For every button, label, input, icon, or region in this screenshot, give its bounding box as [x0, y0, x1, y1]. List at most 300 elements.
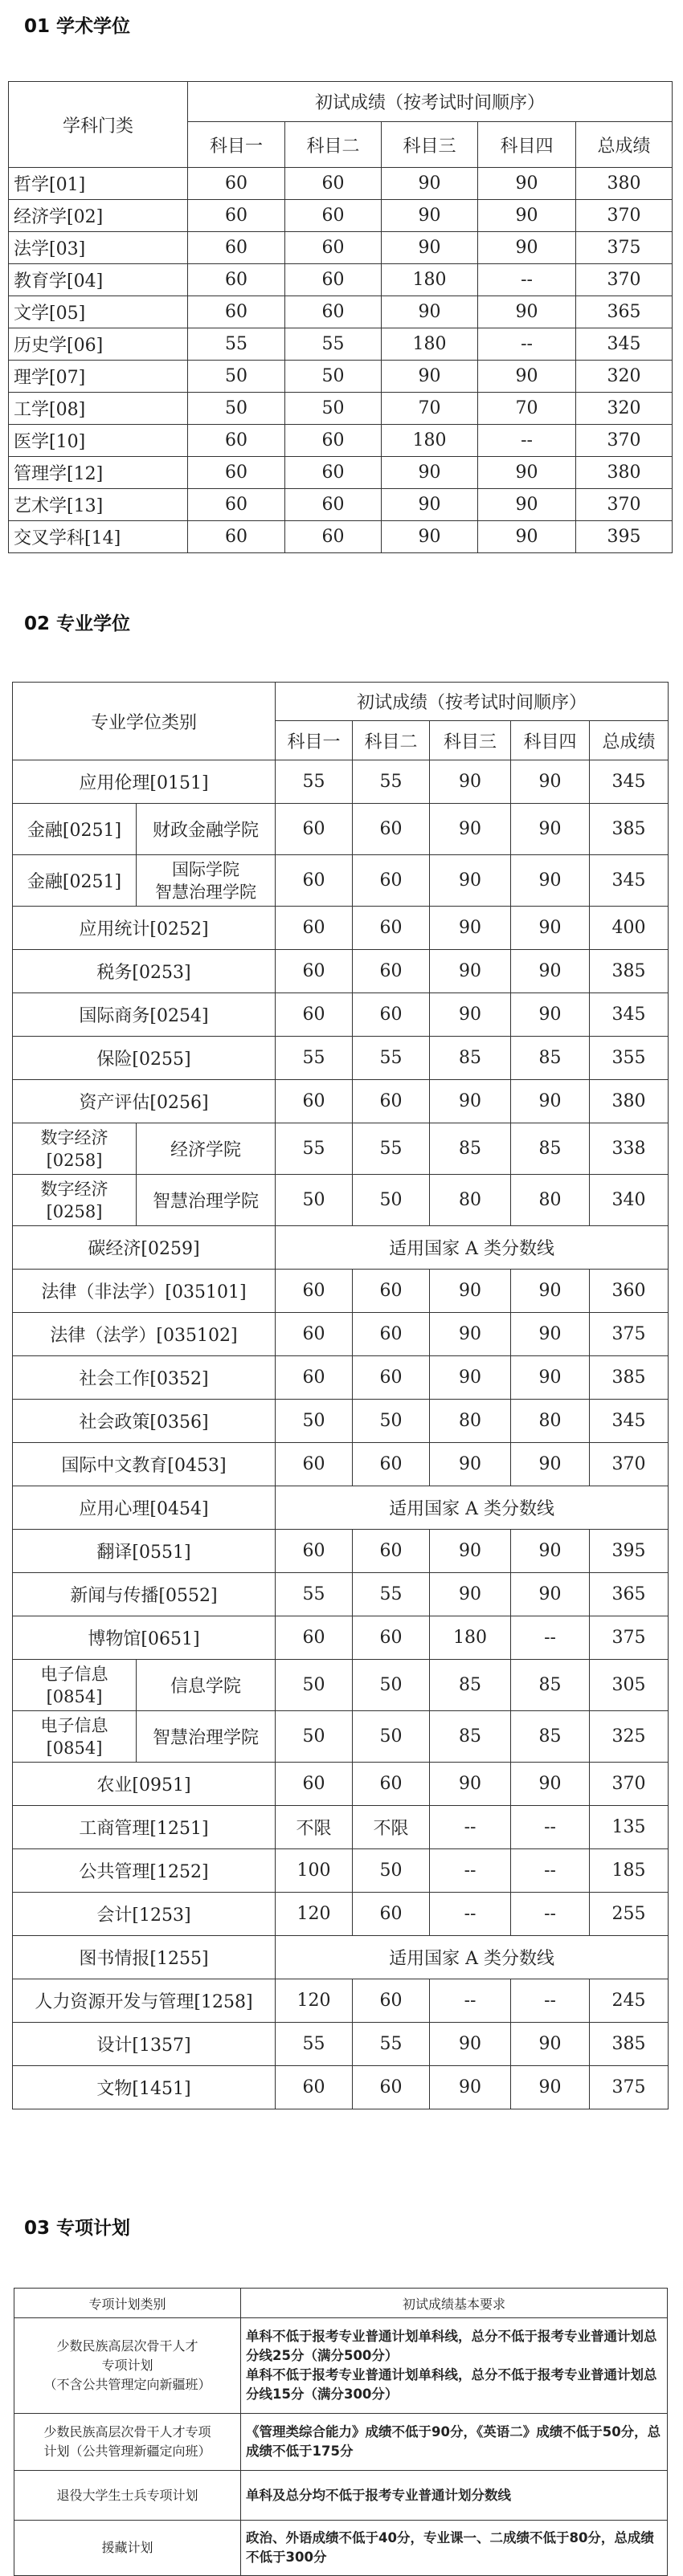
score-cell: 85	[430, 1660, 511, 1711]
note-cell: 适用国家 A 类分数线	[276, 1936, 669, 1979]
column-header: 科目二	[285, 122, 382, 168]
score-cell: 55	[353, 1123, 430, 1175]
score-cell: 345	[590, 993, 669, 1037]
score-cell: 385	[590, 1356, 669, 1400]
score-cell: 60	[276, 950, 353, 993]
header-score-group: 初试成绩（按考试时间顺序）	[276, 683, 669, 721]
score-cell: --	[478, 425, 576, 457]
discipline-cell: 文学[05]	[9, 296, 188, 328]
score-cell: --	[478, 264, 576, 296]
score-cell: 375	[590, 1616, 669, 1660]
academic-score-table	[8, 81, 673, 553]
score-cell: 90	[511, 1573, 590, 1616]
discipline-cell: 交叉学科[14]	[9, 521, 188, 553]
score-cell: 60	[276, 1616, 353, 1660]
score-cell: 85	[511, 1123, 590, 1175]
score-cell: 355	[590, 1037, 669, 1080]
score-cell: 90	[511, 804, 590, 855]
score-cell: 90	[511, 993, 590, 1037]
table-row	[9, 393, 673, 425]
score-cell: 55	[353, 1037, 430, 1080]
score-cell: 55	[276, 2023, 353, 2066]
score-cell: 370	[590, 1443, 669, 1486]
score-cell: 85	[430, 1711, 511, 1763]
score-cell: 360	[590, 1270, 669, 1313]
degree-category-cell: 博物馆[0651]	[13, 1616, 276, 1660]
header-score-group: 初试成绩（按考试时间顺序）	[188, 82, 673, 122]
note-cell: 适用国家 A 类分数线	[276, 1486, 669, 1530]
table-row	[9, 425, 673, 457]
score-cell: 50	[276, 1711, 353, 1763]
degree-category-cell: 应用伦理[0151]	[13, 760, 276, 804]
score-cell: 90	[478, 457, 576, 489]
score-cell: 55	[276, 1037, 353, 1080]
table-row	[13, 1037, 669, 1080]
score-cell: 60	[188, 232, 285, 264]
score-cell: 70	[382, 393, 478, 425]
score-cell: 55	[353, 1573, 430, 1616]
score-cell: 90	[478, 361, 576, 393]
discipline-cell: 教育学[04]	[9, 264, 188, 296]
score-cell: --	[511, 1893, 590, 1936]
table-row	[13, 1763, 669, 1806]
degree-category-cell: 数字经济 [0258]	[13, 1123, 137, 1175]
score-cell: 90	[511, 760, 590, 804]
table-row	[13, 1979, 669, 2023]
score-cell: 60	[285, 489, 382, 521]
note-cell: 适用国家 A 类分数线	[276, 1226, 669, 1270]
score-cell: 不限	[276, 1806, 353, 1849]
score-cell: 60	[276, 2066, 353, 2109]
score-cell: 90	[478, 489, 576, 521]
score-cell: 85	[430, 1123, 511, 1175]
score-cell: 380	[590, 1080, 669, 1123]
table-row	[13, 1806, 669, 1849]
score-cell: 90	[430, 1270, 511, 1313]
score-cell: 85	[430, 1037, 511, 1080]
score-cell: --	[511, 1849, 590, 1893]
table-row	[13, 2023, 669, 2066]
requirement-cell: 政治、外语成绩不低于40分，专业课一、二成绩不低于80分，总成绩不低于300分	[241, 2521, 668, 2576]
score-cell: 90	[430, 1530, 511, 1573]
school-cell: 经济学院	[137, 1123, 276, 1175]
score-cell: 370	[576, 425, 673, 457]
degree-category-cell: 应用统计[0252]	[13, 907, 276, 950]
score-cell: 90	[511, 1443, 590, 1486]
score-cell: 90	[478, 296, 576, 328]
score-cell: 80	[430, 1175, 511, 1226]
score-cell: 55	[353, 760, 430, 804]
table-row	[13, 1313, 669, 1356]
score-cell: 60	[353, 1763, 430, 1806]
header-plan-category: 专项计划类别	[14, 2289, 241, 2318]
table-row	[9, 200, 673, 232]
score-cell: 365	[576, 296, 673, 328]
header-category: 专业学位类别	[13, 683, 276, 760]
degree-category-cell: 国际中文教育[0453]	[13, 1443, 276, 1486]
score-cell: 90	[382, 296, 478, 328]
professional-score-table	[12, 682, 669, 2109]
score-cell: 90	[511, 950, 590, 993]
score-cell: 120	[276, 1979, 353, 2023]
score-cell: 375	[576, 232, 673, 264]
section-title-academic: 01 学术学位	[24, 16, 131, 37]
score-cell: 380	[576, 457, 673, 489]
score-cell: 180	[382, 425, 478, 457]
table-row	[13, 1486, 669, 1530]
plan-category-cell: 退役大学生士兵专项计划	[14, 2471, 241, 2521]
degree-category-cell: 图书情报[1255]	[13, 1936, 276, 1979]
column-header: 总成绩	[576, 122, 673, 168]
table-row	[13, 804, 669, 855]
score-cell: 60	[353, 1356, 430, 1400]
score-cell: 90	[382, 200, 478, 232]
score-cell: 370	[576, 200, 673, 232]
score-cell: 400	[590, 907, 669, 950]
score-cell: 60	[353, 1616, 430, 1660]
column-header: 科目三	[430, 721, 511, 760]
table-row	[13, 1226, 669, 1270]
degree-category-cell: 社会工作[0352]	[13, 1356, 276, 1400]
score-cell: 90	[430, 2023, 511, 2066]
table-row	[9, 168, 673, 200]
score-cell: 60	[353, 1443, 430, 1486]
score-cell: 60	[276, 1356, 353, 1400]
degree-category-cell: 社会政策[0356]	[13, 1400, 276, 1443]
score-cell: 340	[590, 1175, 669, 1226]
table-row	[13, 1175, 669, 1226]
plan-category-cell: 少数民族高层次骨干人才 专项计划 （不含公共管理定向新疆班）	[14, 2318, 241, 2414]
table-row	[14, 2414, 668, 2471]
discipline-cell: 理学[07]	[9, 361, 188, 393]
score-cell: 60	[276, 907, 353, 950]
discipline-cell: 经济学[02]	[9, 200, 188, 232]
table-row	[13, 1936, 669, 1979]
score-cell: 60	[285, 457, 382, 489]
header-requirement: 初试成绩基本要求	[241, 2289, 668, 2318]
score-cell: 90	[511, 1080, 590, 1123]
score-cell: --	[478, 328, 576, 361]
table-row	[13, 1356, 669, 1400]
degree-category-cell: 金融[0251]	[13, 804, 137, 855]
score-cell: 85	[511, 1711, 590, 1763]
table-row	[13, 1849, 669, 1893]
score-cell: 90	[430, 760, 511, 804]
score-cell: 60	[353, 907, 430, 950]
score-cell: 60	[353, 993, 430, 1037]
score-cell: 385	[590, 2023, 669, 2066]
score-cell: 55	[276, 1573, 353, 1616]
score-cell: 60	[353, 855, 430, 907]
score-cell: 50	[276, 1175, 353, 1226]
requirement-cell: 单科不低于报考专业普通计划单科线，总分不低于报考专业普通计划总分线25分（满分500分） 单科不低于报考专业普通计划单科线，总分不低于报考专业普通计划总分线15分（满分300分）	[241, 2318, 668, 2414]
score-cell: 60	[188, 521, 285, 553]
score-cell: 90	[430, 993, 511, 1037]
score-cell: 60	[285, 264, 382, 296]
score-cell: 90	[430, 1443, 511, 1486]
column-header: 科目一	[188, 122, 285, 168]
score-cell: 60	[276, 855, 353, 907]
score-cell: 90	[511, 1356, 590, 1400]
table-row	[13, 1893, 669, 1936]
score-cell: 不限	[353, 1806, 430, 1849]
score-cell: 345	[590, 1400, 669, 1443]
score-cell: 60	[188, 264, 285, 296]
score-cell: 85	[511, 1037, 590, 1080]
score-cell: 90	[430, 950, 511, 993]
degree-category-cell: 资产评估[0256]	[13, 1080, 276, 1123]
score-cell: 395	[590, 1530, 669, 1573]
table-row	[13, 1616, 669, 1660]
score-cell: 50	[353, 1660, 430, 1711]
score-cell: 55	[188, 328, 285, 361]
score-cell: 365	[590, 1573, 669, 1616]
table-row	[13, 993, 669, 1037]
score-cell: 90	[430, 1573, 511, 1616]
requirement-cell: 单科及总分均不低于报考专业普通计划分数线	[241, 2471, 668, 2521]
score-cell: 50	[353, 1175, 430, 1226]
score-cell: 60	[276, 804, 353, 855]
score-cell: 55	[285, 328, 382, 361]
table-row	[13, 1270, 669, 1313]
discipline-cell: 法学[03]	[9, 232, 188, 264]
discipline-cell: 哲学[01]	[9, 168, 188, 200]
score-cell: --	[511, 1979, 590, 2023]
table-row	[13, 1123, 669, 1175]
degree-category-cell: 设计[1357]	[13, 2023, 276, 2066]
score-cell: 50	[285, 393, 382, 425]
score-cell: 320	[576, 361, 673, 393]
score-cell: 60	[188, 457, 285, 489]
score-cell: 90	[382, 457, 478, 489]
score-cell: 50	[188, 361, 285, 393]
score-cell: 60	[188, 168, 285, 200]
table-row	[14, 2318, 668, 2414]
plan-category-cell: 少数民族高层次骨干人才专项 计划（公共管理新疆定向班）	[14, 2414, 241, 2471]
score-cell: 338	[590, 1123, 669, 1175]
table-row	[9, 457, 673, 489]
score-cell: 345	[590, 760, 669, 804]
score-cell: 50	[353, 1711, 430, 1763]
score-cell: 180	[430, 1616, 511, 1660]
column-header: 科目四	[511, 721, 590, 760]
score-cell: 90	[511, 2023, 590, 2066]
score-cell: 60	[276, 1763, 353, 1806]
score-cell: 50	[188, 393, 285, 425]
table-row	[13, 907, 669, 950]
score-cell: 90	[382, 361, 478, 393]
score-cell: 180	[382, 328, 478, 361]
table-row	[13, 1080, 669, 1123]
score-cell: 185	[590, 1849, 669, 1893]
table-row	[9, 521, 673, 553]
score-cell: 90	[430, 2066, 511, 2109]
table-row	[13, 855, 669, 907]
discipline-cell: 管理学[12]	[9, 457, 188, 489]
score-cell: 90	[478, 232, 576, 264]
score-cell: 90	[478, 200, 576, 232]
score-cell: 395	[576, 521, 673, 553]
score-cell: 90	[430, 1356, 511, 1400]
column-header: 科目一	[276, 721, 353, 760]
score-cell: 60	[276, 1443, 353, 1486]
score-cell: 55	[353, 2023, 430, 2066]
score-cell: 60	[276, 1530, 353, 1573]
score-cell: 60	[276, 1270, 353, 1313]
table-row	[14, 2471, 668, 2521]
score-cell: 100	[276, 1849, 353, 1893]
score-cell: --	[430, 1979, 511, 2023]
degree-category-cell: 碳经济[0259]	[13, 1226, 276, 1270]
score-cell: --	[511, 1616, 590, 1660]
score-cell: 255	[590, 1893, 669, 1936]
requirement-cell: 《管理类综合能力》成绩不低于90分，《英语二》成绩不低于50分，总成绩不低于175分	[241, 2414, 668, 2471]
score-cell: 90	[478, 168, 576, 200]
score-cell: 90	[511, 2066, 590, 2109]
column-header: 科目四	[478, 122, 576, 168]
score-cell: 85	[511, 1660, 590, 1711]
score-cell: 60	[353, 1080, 430, 1123]
score-cell: 60	[285, 200, 382, 232]
score-cell: 90	[511, 1763, 590, 1806]
score-cell: 90	[430, 907, 511, 950]
score-cell: --	[430, 1849, 511, 1893]
score-cell: 60	[188, 489, 285, 521]
table-row	[13, 1530, 669, 1573]
school-cell: 财政金融学院	[137, 804, 276, 855]
degree-category-cell: 翻译[0551]	[13, 1530, 276, 1573]
section-title-special: 03 专项计划	[24, 2218, 131, 2239]
school-cell: 信息学院	[137, 1660, 276, 1711]
column-header: 科目二	[353, 721, 430, 760]
degree-category-cell: 法律（法学）[035102]	[13, 1313, 276, 1356]
column-header: 总成绩	[590, 721, 669, 760]
score-cell: 90	[478, 521, 576, 553]
plan-category-cell: 援藏计划	[14, 2521, 241, 2576]
school-cell: 智慧治理学院	[137, 1175, 276, 1226]
score-cell: 90	[430, 804, 511, 855]
discipline-cell: 艺术学[13]	[9, 489, 188, 521]
degree-category-cell: 电子信息 [0854]	[13, 1711, 137, 1763]
score-cell: 80	[511, 1400, 590, 1443]
score-cell: 60	[353, 1313, 430, 1356]
score-cell: 60	[353, 1270, 430, 1313]
score-cell: 50	[285, 361, 382, 393]
score-cell: 135	[590, 1806, 669, 1849]
score-cell: 55	[276, 1123, 353, 1175]
score-cell: 90	[430, 1313, 511, 1356]
score-cell: --	[430, 1893, 511, 1936]
table-row	[13, 1443, 669, 1486]
score-cell: 90	[511, 1313, 590, 1356]
score-cell: 60	[285, 521, 382, 553]
degree-category-cell: 农业[0951]	[13, 1763, 276, 1806]
score-cell: 60	[276, 993, 353, 1037]
table-row	[9, 489, 673, 521]
score-cell: 305	[590, 1660, 669, 1711]
score-cell: 60	[353, 950, 430, 993]
degree-category-cell: 新闻与传播[0552]	[13, 1573, 276, 1616]
table-row	[13, 1573, 669, 1616]
score-cell: 385	[590, 804, 669, 855]
degree-category-cell: 国际商务[0254]	[13, 993, 276, 1037]
score-cell: 60	[188, 425, 285, 457]
table-row	[13, 760, 669, 804]
score-cell: 60	[188, 200, 285, 232]
degree-category-cell: 会计[1253]	[13, 1893, 276, 1936]
score-cell: 50	[276, 1660, 353, 1711]
degree-category-cell: 电子信息 [0854]	[13, 1660, 137, 1711]
degree-category-cell: 文物[1451]	[13, 2066, 276, 2109]
score-cell: 120	[276, 1893, 353, 1936]
degree-category-cell: 人力资源开发与管理[1258]	[13, 1979, 276, 2023]
discipline-cell: 医学[10]	[9, 425, 188, 457]
score-cell: 50	[353, 1849, 430, 1893]
discipline-cell: 历史学[06]	[9, 328, 188, 361]
score-cell: 245	[590, 1979, 669, 2023]
score-cell: 375	[590, 1313, 669, 1356]
score-cell: 90	[511, 1530, 590, 1573]
score-cell: 90	[382, 168, 478, 200]
discipline-cell: 工学[08]	[9, 393, 188, 425]
score-cell: 60	[285, 232, 382, 264]
score-cell: 90	[382, 521, 478, 553]
score-cell: 90	[430, 1763, 511, 1806]
score-cell: 60	[285, 296, 382, 328]
header-category: 学科门类	[9, 82, 188, 168]
table-row	[14, 2521, 668, 2576]
score-cell: 50	[276, 1400, 353, 1443]
score-cell: 80	[511, 1175, 590, 1226]
table-row	[9, 328, 673, 361]
score-cell: 90	[511, 1270, 590, 1313]
score-cell: 60	[276, 1080, 353, 1123]
score-cell: 320	[576, 393, 673, 425]
section-title-professional: 02 专业学位	[24, 613, 131, 634]
score-cell: 345	[576, 328, 673, 361]
degree-category-cell: 税务[0253]	[13, 950, 276, 993]
score-cell: 370	[590, 1763, 669, 1806]
degree-category-cell: 数字经济 [0258]	[13, 1175, 137, 1226]
score-cell: 55	[276, 760, 353, 804]
column-header: 科目三	[382, 122, 478, 168]
score-cell: 90	[382, 489, 478, 521]
score-cell: 90	[382, 232, 478, 264]
score-cell: 180	[382, 264, 478, 296]
score-cell: 345	[590, 855, 669, 907]
score-cell: 60	[353, 804, 430, 855]
score-cell: 370	[576, 264, 673, 296]
score-cell: 90	[511, 907, 590, 950]
school-cell: 智慧治理学院	[137, 1711, 276, 1763]
score-cell: 60	[353, 1530, 430, 1573]
score-cell: 325	[590, 1711, 669, 1763]
table-row	[13, 2066, 669, 2109]
score-cell: 375	[590, 2066, 669, 2109]
score-cell: 60	[285, 425, 382, 457]
score-cell: 90	[430, 1080, 511, 1123]
table-row	[9, 361, 673, 393]
score-cell: 370	[576, 489, 673, 521]
score-cell: 60	[188, 296, 285, 328]
table-row	[9, 264, 673, 296]
degree-category-cell: 应用心理[0454]	[13, 1486, 276, 1530]
table-row	[13, 1660, 669, 1711]
table-row	[13, 950, 669, 993]
score-cell: 60	[353, 1893, 430, 1936]
degree-category-cell: 工商管理[1251]	[13, 1806, 276, 1849]
score-cell: --	[430, 1806, 511, 1849]
